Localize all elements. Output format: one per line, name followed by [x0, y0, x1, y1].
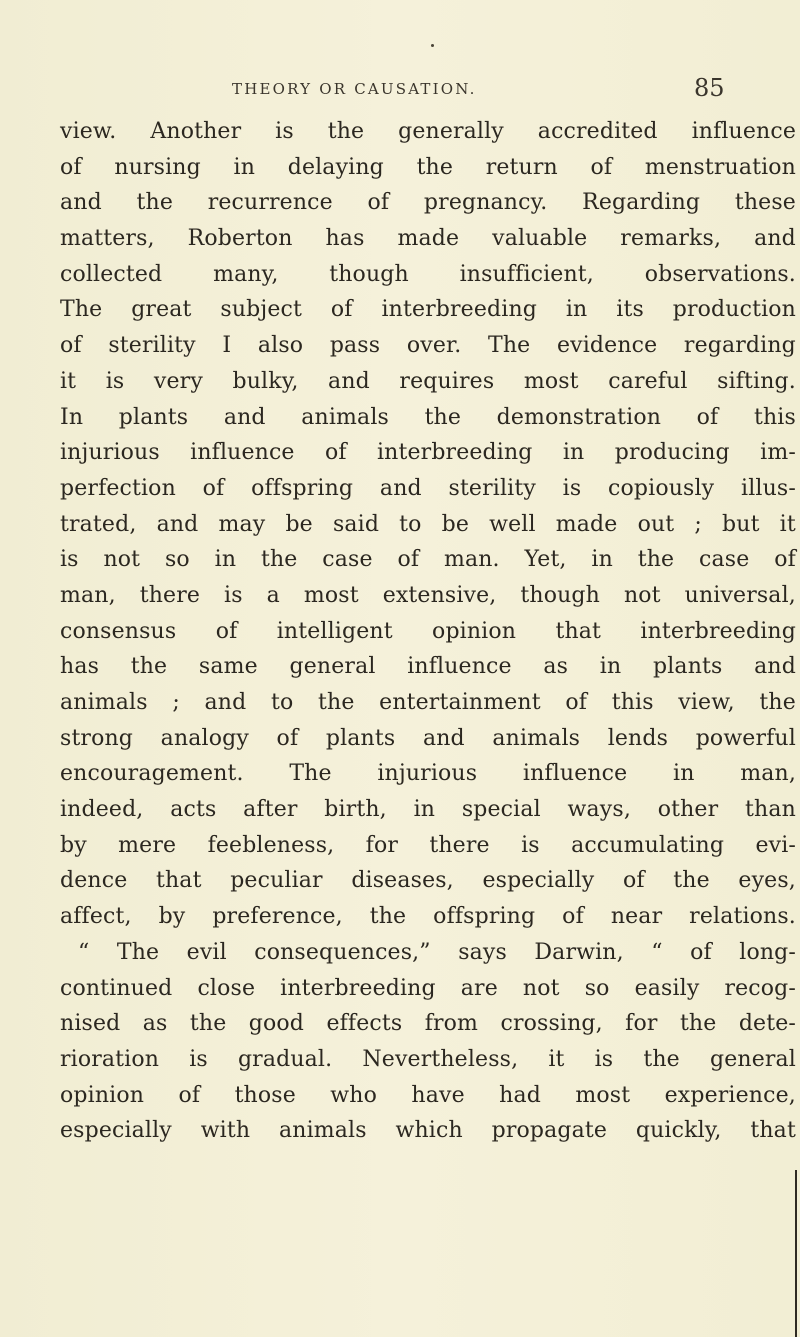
text-line: consensus of intelligent opinion that interbreeding — [60, 618, 796, 644]
text-line: has the same general influence as in plants and — [60, 654, 796, 680]
text-line: by mere feebleness, for there is accumulating evi- — [60, 832, 796, 858]
text-line: man, there is a most extensive, though not universal, — [60, 582, 796, 608]
text-line: indeed, acts after birth, in special ways, other than — [60, 797, 796, 823]
text-line: rioration is gradual. Nevertheless, it is the general — [60, 1046, 796, 1072]
text-line: nised as the good effects from crossing, for the dete- — [60, 1011, 796, 1037]
text-line: matters, Roberton has made valuable remarks, and — [60, 226, 796, 252]
body-text — [60, 114, 796, 1149]
text-line: it is very bulky, and requires most careful sifting. — [60, 368, 796, 394]
text-line: dence that peculiar diseases, especially of the eyes, — [60, 868, 796, 894]
text-line: “ The evil consequences,” says Darwin, “ of long- — [78, 939, 796, 965]
text-line: is not so in the case of man. Yet, in the case of — [60, 547, 796, 573]
text-line: continued close interbreeding are not so easily recog- — [60, 975, 796, 1001]
text-line: perfection of offspring and sterility is copiously illus- — [60, 475, 796, 501]
text-line: trated, and may be said to be well made out ; but it — [60, 511, 796, 537]
text-line: injurious influence of interbreeding in producing im- — [60, 440, 796, 466]
text-line: animals ; and to the entertainment of this view, the — [60, 690, 796, 715]
page-edge-line — [795, 1170, 797, 1337]
text-line: of nursing in delaying the return of menstruation — [60, 154, 796, 180]
running-head: THEORY OR CAUSATION. — [232, 80, 477, 98]
text-line: especially with animals which propagate quickly, that — [60, 1118, 796, 1144]
text-line: view. Another is the generally accredited influence — [60, 119, 796, 144]
page-number: 85 — [694, 74, 725, 102]
text-line: opinion of those who have had most experience, — [60, 1082, 796, 1108]
text-line: strong analogy of plants and animals lends powerful — [60, 725, 796, 751]
text-line: affect, by preference, the offspring of near relations. — [60, 904, 796, 930]
text-line: and the recurrence of pregnancy. Regarding these — [60, 190, 796, 216]
text-line: of sterility I also pass over. The evidence regarding — [60, 333, 796, 359]
text-line: collected many, though insufficient, observations. — [60, 261, 796, 287]
text-line: encouragement. The injurious influence in man, — [60, 761, 796, 787]
text-line: The great subject of interbreeding in its production — [60, 297, 796, 323]
ink-speck — [431, 44, 434, 47]
text-line: In plants and animals the demonstration of this — [60, 404, 796, 430]
